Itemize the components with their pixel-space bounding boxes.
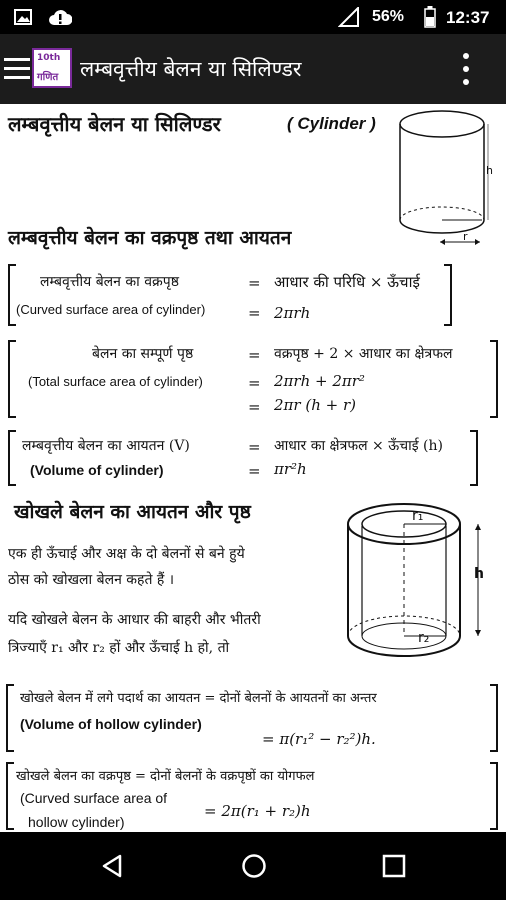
bracket-right (444, 264, 452, 326)
heading-cylinder-en: ( Cylinder ) (287, 114, 376, 133)
cylinder-h-label: h (486, 164, 493, 177)
bracket-right (470, 430, 478, 486)
navigation-bar (0, 832, 506, 900)
volume-formula-2: πr²h (274, 460, 307, 478)
bracket-left (8, 340, 16, 418)
hollow-csa-label-en1: (Curved surface area of (20, 790, 168, 806)
battery-icon (424, 6, 436, 28)
csa-formula-1: आधार की परिधि × ऊँचाई (274, 273, 420, 291)
tsa-label-en: (Total surface area of cylinder) (28, 374, 203, 389)
equals-sign: = (248, 304, 261, 322)
bracket-left (8, 430, 16, 486)
app-logo[interactable]: 10th गणित (32, 48, 72, 88)
equals-sign: = (248, 398, 261, 416)
hollow-definition-line2: ठोस को खोखला बेलन कहते हैं । (8, 572, 175, 588)
heading-curved-surface-volume: लम्बवृत्तीय बेलन का वक्रपृष्ठ तथा आयतन (8, 227, 292, 249)
hollow-csa-label-en2: hollow cylinder) (28, 814, 125, 830)
hollow-r1-label: r₁ (412, 508, 424, 524)
volume-label-en: (Volume of cylinder) (30, 462, 164, 478)
app-bar (0, 34, 506, 104)
hollow-condition-line1: यदि खोखले बेलन के आधार की बाहरी और भीतरी (8, 612, 261, 628)
bracket-left (6, 684, 14, 752)
hollow-h-label: h (474, 566, 484, 582)
csa-label-en: (Curved surface area of cylinder) (16, 302, 206, 317)
heading-cylinder: लम्बवृत्तीय बेलन या सिलिण्डर (8, 112, 221, 136)
clock-time: 12:37 (446, 8, 490, 27)
hollow-csa-line: खोखले बेलन का वक्रपृष्ठ = दोनों बेलनों के वक्रपृष्ठों का योगफल (16, 769, 315, 784)
recent-apps-icon[interactable] (382, 854, 406, 878)
tsa-formula-3: 2πr (h + r) (274, 396, 356, 414)
volume-label-hi: लम्बवृत्तीय बेलन का आयतन (V) (22, 438, 190, 454)
cylinder-r-label: r (463, 230, 468, 243)
equals-sign: = (248, 374, 261, 392)
csa-label-hi: लम्बवृत्तीय बेलन का वक्रपृष्ठ (40, 274, 179, 290)
hollow-definition-line1: एक ही ऊँचाई और अक्ष के दो बेलनों से बने हुये (8, 546, 245, 562)
csa-formula-2: 2πrh (274, 304, 311, 322)
hollow-volume-formula: = π(r₁² − r₂²)h. (262, 730, 376, 748)
overflow-menu-icon[interactable] (460, 50, 472, 88)
bracket-right (490, 762, 498, 830)
equals-sign: = (248, 438, 261, 456)
lesson-content[interactable] (0, 104, 506, 832)
tsa-formula-2: 2πrh + 2πr² (274, 372, 365, 390)
bracket-left (6, 762, 14, 830)
hollow-volume-label-en: (Volume of hollow cylinder) (20, 716, 202, 732)
volume-formula-1: आधार का क्षेत्रफल × ऊँचाई (h) (274, 438, 444, 454)
equals-sign: = (248, 462, 261, 480)
hollow-condition-line2: त्रिज्याएँ r₁ और r₂ हों और ऊँचाई h हो, तो (8, 640, 230, 656)
hollow-volume-line: खोखले बेलन में लगे पदार्थ का आयतन = दोनों बेलनों के आयतनों का अन्तर (20, 691, 377, 706)
home-icon[interactable] (241, 853, 267, 879)
equals-sign: = (248, 346, 261, 364)
bracket-right (490, 684, 498, 752)
equals-sign: = (248, 274, 261, 292)
image-notification-icon (14, 8, 32, 26)
alert-cloud-icon (48, 6, 72, 28)
tsa-formula-1: वक्रपृष्ठ + 2 × आधार का क्षेत्रफल (274, 346, 453, 362)
tsa-label-hi: बेलन का सम्पूर्ण पृष्ठ (92, 346, 194, 362)
cylinder-diagram (392, 108, 500, 250)
battery-percent: 56% (372, 8, 405, 25)
heading-hollow-cylinder: खोखले बेलन का आयतन और पृष्ठ (14, 501, 251, 523)
hamburger-menu-icon[interactable] (4, 58, 30, 80)
bracket-right (490, 340, 498, 418)
bracket-left (8, 264, 16, 326)
signal-icon (338, 7, 360, 27)
status-bar (0, 0, 506, 34)
back-icon[interactable] (100, 854, 124, 878)
hollow-r2-label: r₂ (418, 630, 430, 646)
hollow-csa-formula: = 2π(r₁ + r₂)h (204, 802, 311, 820)
app-bar-title: लम्बवृत्तीय बेलन या सिलिण्डर (80, 57, 302, 81)
